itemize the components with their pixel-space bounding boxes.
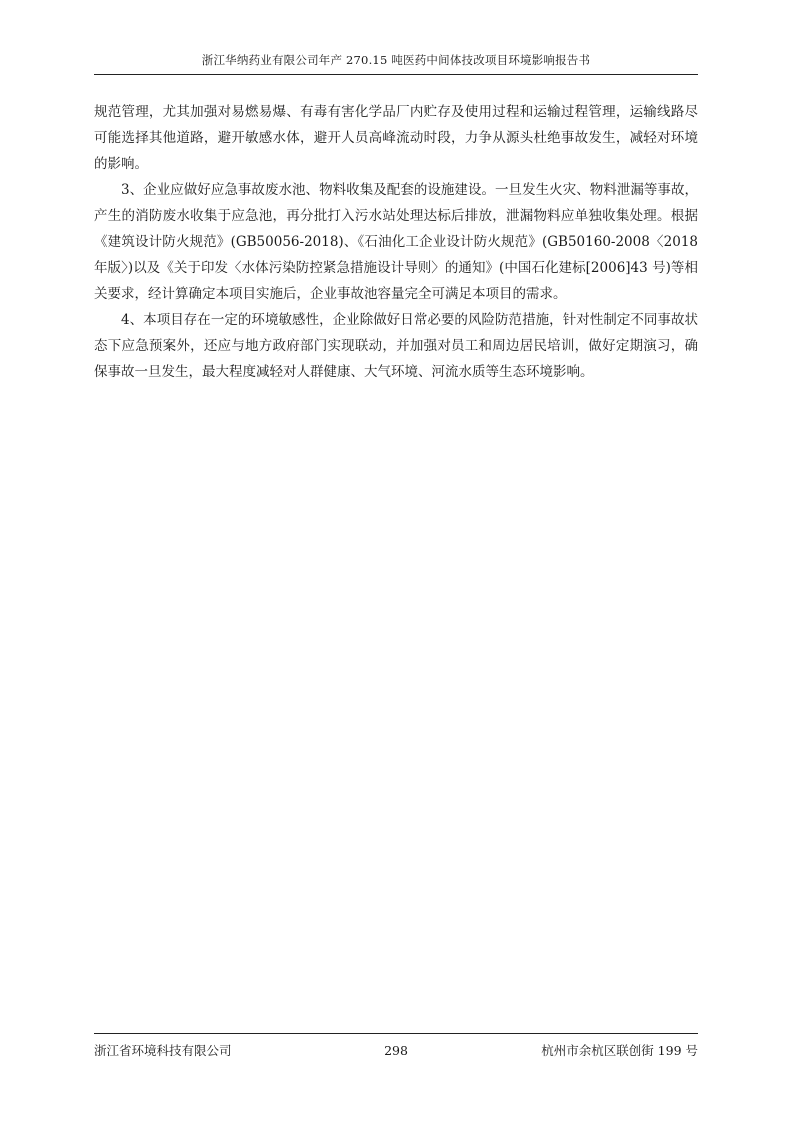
footer-address: 杭州市余杭区联创街 199 号: [541, 1043, 698, 1058]
page-header: [94, 50, 698, 75]
page-footer: [94, 1033, 698, 1064]
page-number: 298: [384, 1043, 408, 1058]
paragraph-item-3: 3、企业应做好应急事故废水池、物料收集及配套的设施建设。一旦发生火灾、物料泄漏等事故，产生的消防废水收集于应急池，再分批打入污水站处理达标后排放，泄漏物料应单独收集处理。根据《建筑设计防火规范》(GB50056-2018)、《石油化工企业设计防火规范》(GB50160-2008〈2018 年版〉)以及《关于印发〈水体污染防控紧急措施设计导则〉的通知》(中国石化建标[2006]43 号)等相关要求，经计算确定本项目实施后，企业事故池容量完全可满足本项目的需求。: [94, 182, 698, 302]
paragraph-item-4: 4、本项目存在一定的环境敏感性，企业除做好日常必要的风险防范措施，针对性制定不同事故状态下应急预案外，还应与地方政府部门实现联动，并加强对员工和周边居民培训，做好定期演习，确保事故一旦发生，最大程度减轻对人群健康、大气环境、河流水质等生态环境影响。: [94, 312, 698, 380]
paragraph-continued: 规范管理，尤其加强对易燃易爆、有毒有害化学品厂内贮存及使用过程和运输过程管理，运输线路尽可能选择其他道路，避开敏感水体，避开人员高峰流动时段，力争从源头杜绝事故发生，减轻对环境的影响。: [94, 104, 698, 172]
report-title: 浙江华纳药业有限公司年产 270.15 吨医药中间体技改项目环境影响报告书: [201, 53, 591, 67]
footer-company: 浙江省环境科技有限公司: [94, 1043, 232, 1058]
document-body: [94, 99, 698, 385]
